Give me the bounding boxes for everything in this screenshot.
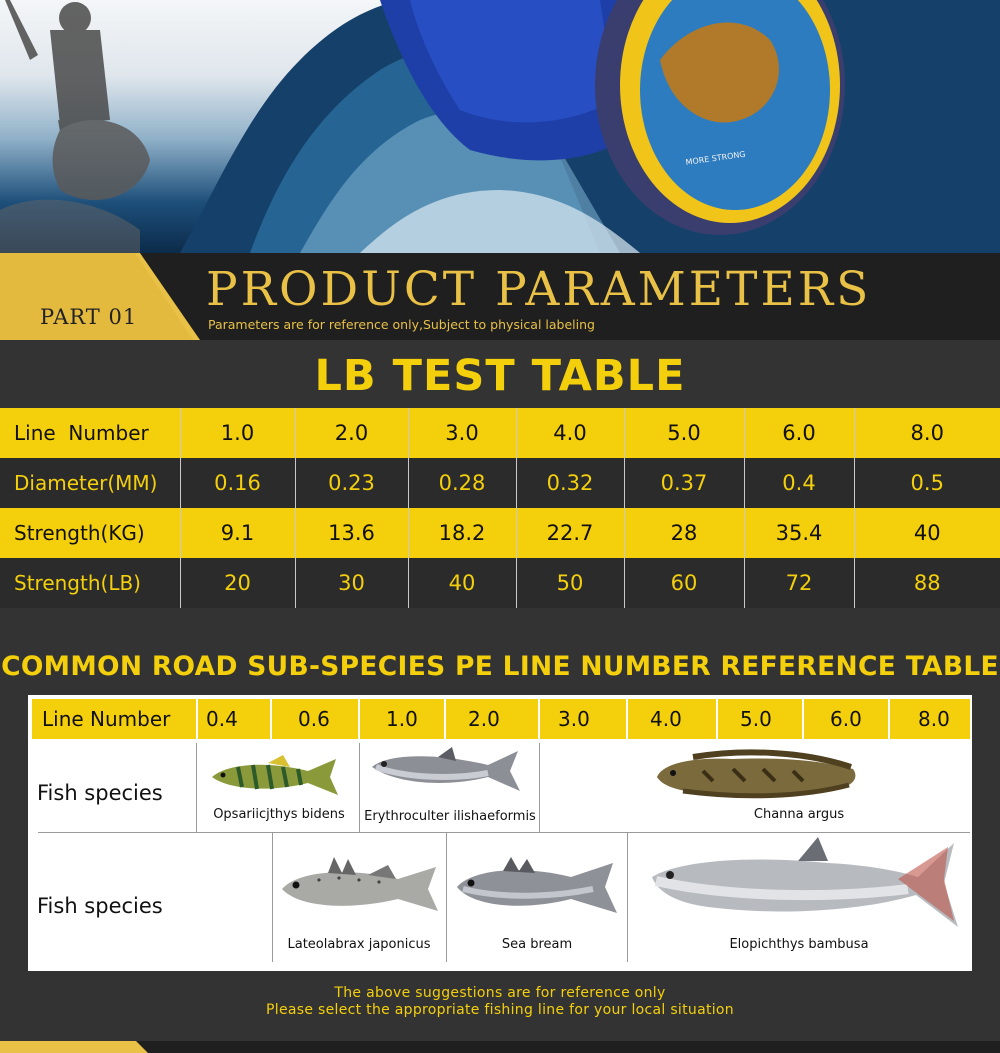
line-number-cell: 0.6 — [272, 699, 358, 739]
table-cell: 40 — [854, 508, 1000, 558]
row-label: Strength(LB) — [0, 558, 180, 608]
table-cell: 5.0 — [624, 408, 744, 458]
table-cell: 13.6 — [295, 508, 408, 558]
row-label: Strength(KG) — [0, 508, 180, 558]
row-label: Line Number — [0, 408, 180, 458]
line-number-header: Line Number — [32, 699, 196, 739]
reel-label: MORE STRONG — [685, 149, 747, 167]
page-title: PRODUCT PARAMETERS — [206, 262, 872, 317]
hero-illustration — [0, 0, 1000, 253]
table-cell: 0.4 — [744, 458, 854, 508]
line-number-cell: 4.0 — [628, 699, 716, 739]
table-cell: 0.23 — [295, 458, 408, 508]
line-number-cell: 0.4 — [198, 699, 270, 739]
footer-band — [0, 1041, 1000, 1053]
table-cell: 3.0 — [408, 408, 516, 458]
table-cell: 20 — [180, 558, 295, 608]
table-cell: 2.0 — [295, 408, 408, 458]
lb-test-table — [0, 408, 1000, 608]
table-cell: 4.0 — [516, 408, 624, 458]
table-cell: 18.2 — [408, 508, 516, 558]
fish-caption: Lateolabrax japonicus — [287, 937, 431, 952]
elopichthys-fish-image — [648, 837, 960, 933]
table-cell: 0.5 — [854, 458, 1000, 508]
table-cell: 0.32 — [516, 458, 624, 508]
table-cell: 40 — [408, 558, 516, 608]
table-cell: 50 — [516, 558, 624, 608]
fish-caption: Opsariicjthys bidens — [213, 807, 345, 822]
part-label: PART 01 — [40, 305, 138, 329]
table-row — [0, 458, 1000, 508]
fish-species-label: Fish species — [37, 781, 163, 805]
fish-caption: Elopichthys bambusa — [729, 937, 869, 952]
hero-banner — [0, 0, 1000, 253]
table-row — [0, 508, 1000, 558]
table-cell: 72 — [744, 558, 854, 608]
line-number-cell: 3.0 — [540, 699, 626, 739]
reference-note: The above suggestions are for reference only — [334, 985, 666, 1001]
table-row — [0, 558, 1000, 608]
reference-note: Please select the appropriate fishing line for your local situation — [266, 1002, 734, 1018]
table-cell: 30 — [295, 558, 408, 608]
line-number-cell: 2.0 — [446, 699, 538, 739]
table-cell: 9.1 — [180, 508, 295, 558]
table-cell: 28 — [624, 508, 744, 558]
table-row — [0, 408, 1000, 458]
fish-species-label: Fish species — [37, 894, 163, 918]
erythroculter-fish-image — [368, 747, 528, 797]
table-cell: 0.28 — [408, 458, 516, 508]
table-cell: 88 — [854, 558, 1000, 608]
line-number-cell: 1.0 — [360, 699, 444, 739]
fish-caption: Erythroculter ilishaeformis — [364, 809, 536, 824]
column-divider — [446, 832, 447, 962]
page-subtitle: Parameters are for reference only,Subject to physical labeling — [208, 317, 595, 332]
lateolabrax-fish-image — [278, 855, 443, 919]
table-cell: 22.7 — [516, 508, 624, 558]
column-divider — [272, 832, 273, 962]
fish-caption: Sea bream — [501, 937, 573, 952]
line-number-cell: 6.0 — [804, 699, 888, 739]
footer-accent — [0, 1041, 150, 1053]
fish-caption: Channa argus — [753, 807, 845, 822]
table-cell: 0.16 — [180, 458, 295, 508]
table-cell: 60 — [624, 558, 744, 608]
table-cell: 8.0 — [854, 408, 1000, 458]
sea-bream-fish-image — [453, 855, 623, 919]
table-cell: 6.0 — [744, 408, 854, 458]
table-cell: 0.37 — [624, 458, 744, 508]
reference-header-row — [28, 695, 972, 743]
row-label: Diameter(MM) — [0, 458, 180, 508]
row-divider — [38, 832, 970, 833]
opsariichthys-fish-image — [208, 753, 343, 799]
lb-table-title: LB TEST TABLE — [314, 351, 686, 401]
column-divider — [539, 743, 540, 832]
column-divider — [359, 743, 360, 832]
line-number-cell: 5.0 — [718, 699, 802, 739]
column-divider — [196, 743, 197, 832]
table-cell: 1.0 — [180, 408, 295, 458]
reference-table — [28, 695, 972, 971]
reference-table-title: COMMON ROAD SUB-SPECIES PE LINE NUMBER REFERENCE TABLE — [1, 651, 999, 682]
table-cell: 35.4 — [744, 508, 854, 558]
line-number-cell: 8.0 — [890, 699, 970, 739]
channa-argus-fish-image — [653, 747, 863, 803]
